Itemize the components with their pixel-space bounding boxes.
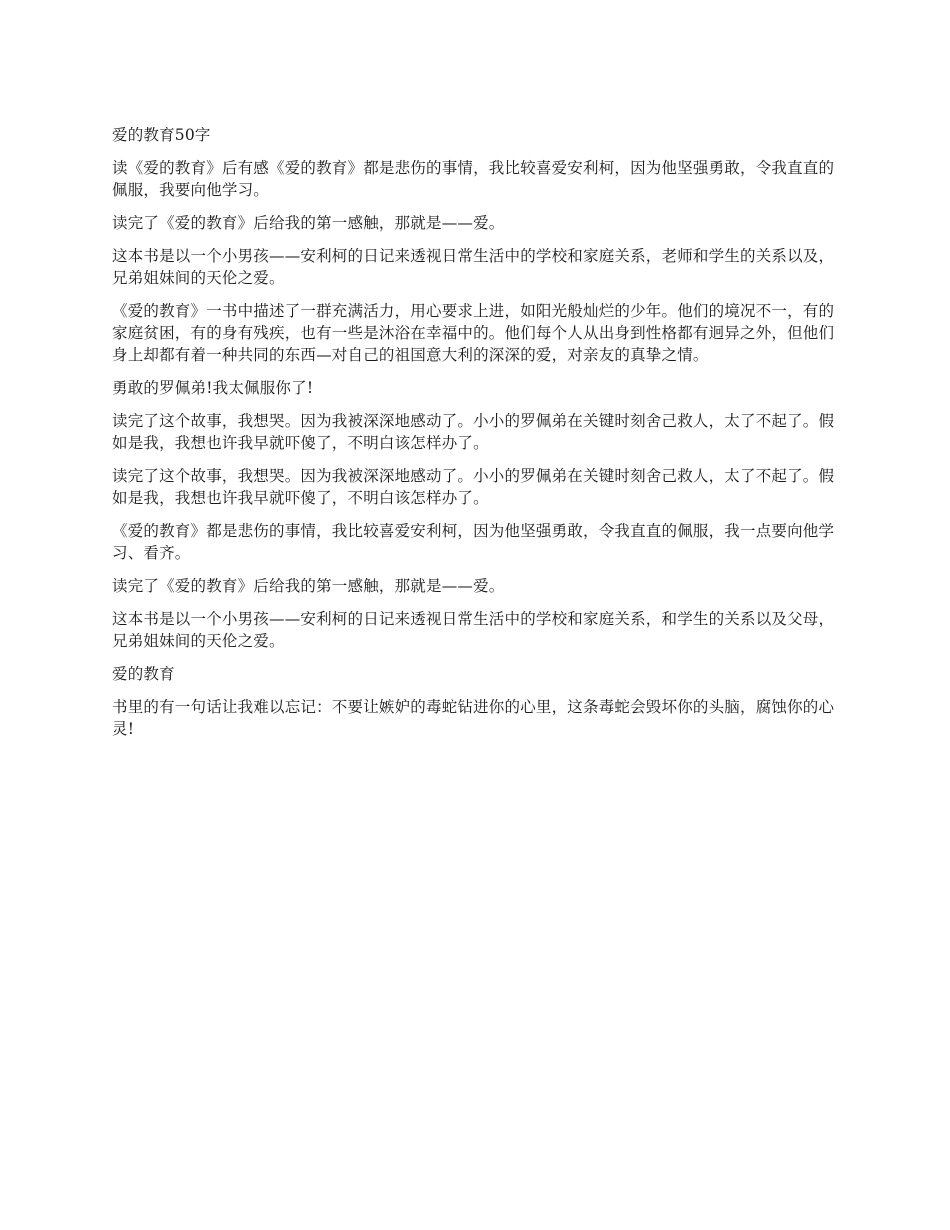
paragraph: 读完了《爱的教育》后给我的第一感触，那就是——爱。 xyxy=(112,577,505,595)
paragraph: 读完了《爱的教育》后给我的第一感触，那就是——爱。 xyxy=(112,214,505,232)
paragraph: 《爱的教育》都是悲伤的事情，我比较喜爱安利柯，因为他坚强勇敢，令我直直的佩服，我一点要向他学习、看齐。 xyxy=(112,522,835,562)
paragraph: 《爱的教育》一书中描述了一群充满活力，用心要求上进，如阳光般灿烂的少年。他们的境况不一，有的家庭贫困，有的身有残疾，也有一些是沐浴在幸福中的。他们每个人从出身到性格都有迥异之外，但他们身上却都有着一种共同的东西—对自己的祖国意大利的深深的爱，对亲友的真挚之情。 xyxy=(112,302,835,364)
paragraph: 读《爱的教育》后有感《爱的教育》都是悲伤的事情，我比较喜爱安利柯，因为他坚强勇敢，令我直直的佩服，我要向他学习。 xyxy=(112,159,835,199)
paragraph: 勇敢的罗佩弟!我太佩服你了! xyxy=(112,379,314,397)
paragraph: 这本书是以一个小男孩——安利柯的日记来透视日常生活中的学校和家庭关系，老师和学生的关系以及，兄弟姐妹间的天伦之爱。 xyxy=(112,247,835,287)
paragraph: 读完了这个故事，我想哭。因为我被深深地感动了。小小的罗佩弟在关键时刻舍己救人，太了不起了。假如是我，我想也许我早就吓傻了，不明白该怎样办了。 xyxy=(112,467,835,507)
document-page xyxy=(112,124,848,751)
paragraph: 读完了这个故事，我想哭。因为我被深深地感动了。小小的罗佩弟在关键时刻舍己救人，太了不起了。假如是我，我想也许我早就吓傻了，不明白该怎样办了。 xyxy=(112,412,835,452)
paragraph: 这本书是以一个小男孩——安利柯的日记来透视日常生活中的学校和家庭关系，和学生的关系以及父母，兄弟姐妹间的天伦之爱。 xyxy=(112,610,835,650)
document-title: 爱的教育50字 xyxy=(112,126,211,144)
paragraph: 书里的有一句话让我难以忘记：不要让嫉妒的毒蛇钻进你的心里，这条毒蛇会毁坏你的头脑，腐蚀你的心灵! xyxy=(112,698,835,738)
section-heading: 爱的教育 xyxy=(112,665,175,683)
